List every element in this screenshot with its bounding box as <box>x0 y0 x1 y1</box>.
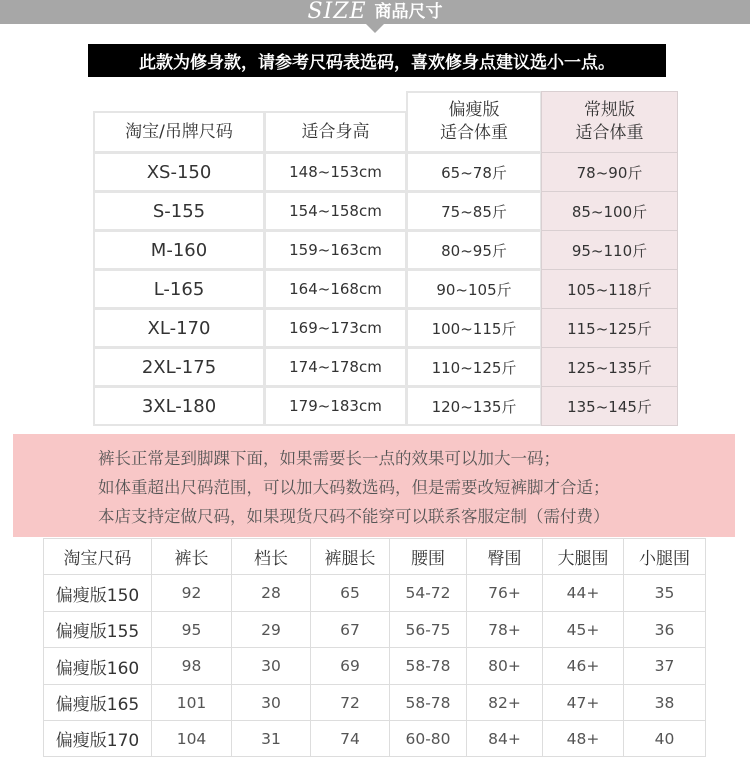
regular-weight-cell: 85~100斤 <box>541 191 678 231</box>
leg-length-cell: 74 <box>310 720 390 757</box>
thigh-cell: 48+ <box>542 720 624 757</box>
height-cell: 159~163cm <box>264 230 407 270</box>
header-slim-weight <box>406 91 542 153</box>
size-cell: 2XL-175 <box>93 347 265 387</box>
thigh-cell: 45+ <box>542 611 624 648</box>
hip-cell: 84+ <box>466 720 543 757</box>
thigh-cell: 46+ <box>542 647 624 685</box>
leg-length-cell: 67 <box>310 611 390 648</box>
calf-cell: 38 <box>623 684 706 721</box>
calf-cell: 36 <box>623 611 706 648</box>
pants-length-cell: 101 <box>151 684 232 721</box>
thigh-cell: 47+ <box>542 684 624 721</box>
slim-weight-cell: 75~85斤 <box>406 191 542 231</box>
calf-cell: 37 <box>623 647 706 685</box>
crotch-cell: 31 <box>231 720 311 757</box>
header-regular-weight <box>541 91 678 153</box>
header-pants-length: 裤长 <box>151 538 232 575</box>
size-cell: S-155 <box>93 191 265 231</box>
header-waist: 腰围 <box>389 538 467 575</box>
regular-weight-cell: 135~145斤 <box>541 386 678 426</box>
header-size: 淘宝尺码 <box>43 538 152 575</box>
size-label-cell: 偏瘦版165 <box>43 684 152 721</box>
slim-weight-cell: 65~78斤 <box>406 152 542 192</box>
header-line: 常规版 <box>584 100 635 120</box>
leg-length-cell: 69 <box>310 647 390 685</box>
header-line: 适合体重 <box>575 123 644 143</box>
header-line: 淘宝/吊牌尺码 <box>125 121 233 142</box>
height-cell: 148~153cm <box>264 152 407 192</box>
pants-length-cell: 95 <box>151 611 232 648</box>
waist-cell: 58-78 <box>389 684 467 721</box>
header-hip: 臀围 <box>466 538 543 575</box>
hip-cell: 82+ <box>466 684 543 721</box>
header-line: 偏瘦版 <box>448 100 500 120</box>
height-cell: 169~173cm <box>264 308 407 348</box>
hip-cell: 80+ <box>466 647 543 685</box>
regular-weight-cell: 105~118斤 <box>541 269 678 309</box>
header-thigh: 大腿围 <box>542 538 624 575</box>
crotch-cell: 29 <box>231 611 311 648</box>
hip-cell: 78+ <box>466 611 543 648</box>
regular-weight-cell: 78~90斤 <box>541 152 678 192</box>
header-crotch: 档长 <box>231 538 311 575</box>
size-cell: XL-170 <box>93 308 265 348</box>
waist-cell: 54-72 <box>389 574 467 612</box>
pants-length-cell: 104 <box>151 720 232 757</box>
slim-weight-cell: 110~125斤 <box>406 347 542 387</box>
size-cell: M-160 <box>93 230 265 270</box>
slim-weight-cell: 100~115斤 <box>406 308 542 348</box>
size-label-cell: 偏瘦版160 <box>43 647 152 685</box>
note-line: 如体重超出尺码范围，可以加大码数选码，但是需要改短裤脚才合适； <box>98 478 610 497</box>
size-cell: 3XL-180 <box>93 386 265 426</box>
hip-cell: 76+ <box>466 574 543 612</box>
calf-cell: 40 <box>623 720 706 757</box>
section-title <box>0 0 750 24</box>
height-cell: 174~178cm <box>264 347 407 387</box>
size-label-cell: 偏瘦版155 <box>43 611 152 648</box>
regular-weight-cell: 115~125斤 <box>541 308 678 348</box>
header-line: 适合体重 <box>440 123 508 143</box>
header-height <box>264 111 407 153</box>
crotch-cell: 30 <box>231 647 311 685</box>
size-label-cell: 偏瘦版170 <box>43 720 152 757</box>
header-leg-length: 裤腿长 <box>310 538 390 575</box>
waist-cell: 60-80 <box>389 720 467 757</box>
fit-notice: 此款为修身款，请参考尺码表选码，喜欢修身点建议选小一点。 <box>88 44 666 77</box>
waist-cell: 58-78 <box>389 647 467 685</box>
leg-length-cell: 65 <box>310 574 390 612</box>
crotch-cell: 30 <box>231 684 311 721</box>
height-cell: 164~168cm <box>264 269 407 309</box>
note-line: 裤长正常是到脚踝下面，如果需要长一点的效果可以加大一码； <box>98 449 560 468</box>
size-label-cell: 偏瘦版150 <box>43 574 152 612</box>
pants-length-cell: 92 <box>151 574 232 612</box>
size-cell: XS-150 <box>93 152 265 192</box>
header-line: 适合身高 <box>301 121 370 142</box>
regular-weight-cell: 95~110斤 <box>541 230 678 270</box>
calf-cell: 35 <box>623 574 706 612</box>
note-line: 本店支持定做尺码，如果现货尺码不能穿可以联系客服定制（需付费） <box>98 507 610 526</box>
header-size-label <box>93 111 265 153</box>
crotch-cell: 28 <box>231 574 311 612</box>
pants-length-cell: 98 <box>151 647 232 685</box>
waist-cell: 56-75 <box>389 611 467 648</box>
size-cell: L-165 <box>93 269 265 309</box>
length-note <box>13 434 735 537</box>
banner-pointer <box>366 24 384 33</box>
size-heading: SIZE <box>307 0 367 24</box>
height-cell: 154~158cm <box>264 191 407 231</box>
regular-weight-cell: 125~135斤 <box>541 347 678 387</box>
slim-weight-cell: 120~135斤 <box>406 386 542 426</box>
thigh-cell: 44+ <box>542 574 624 612</box>
size-subheading: 商品尺寸 <box>374 2 443 22</box>
header-calf: 小腿围 <box>623 538 706 575</box>
leg-length-cell: 72 <box>310 684 390 721</box>
slim-weight-cell: 80~95斤 <box>406 230 542 270</box>
slim-weight-cell: 90~105斤 <box>406 269 542 309</box>
height-cell: 179~183cm <box>264 386 407 426</box>
